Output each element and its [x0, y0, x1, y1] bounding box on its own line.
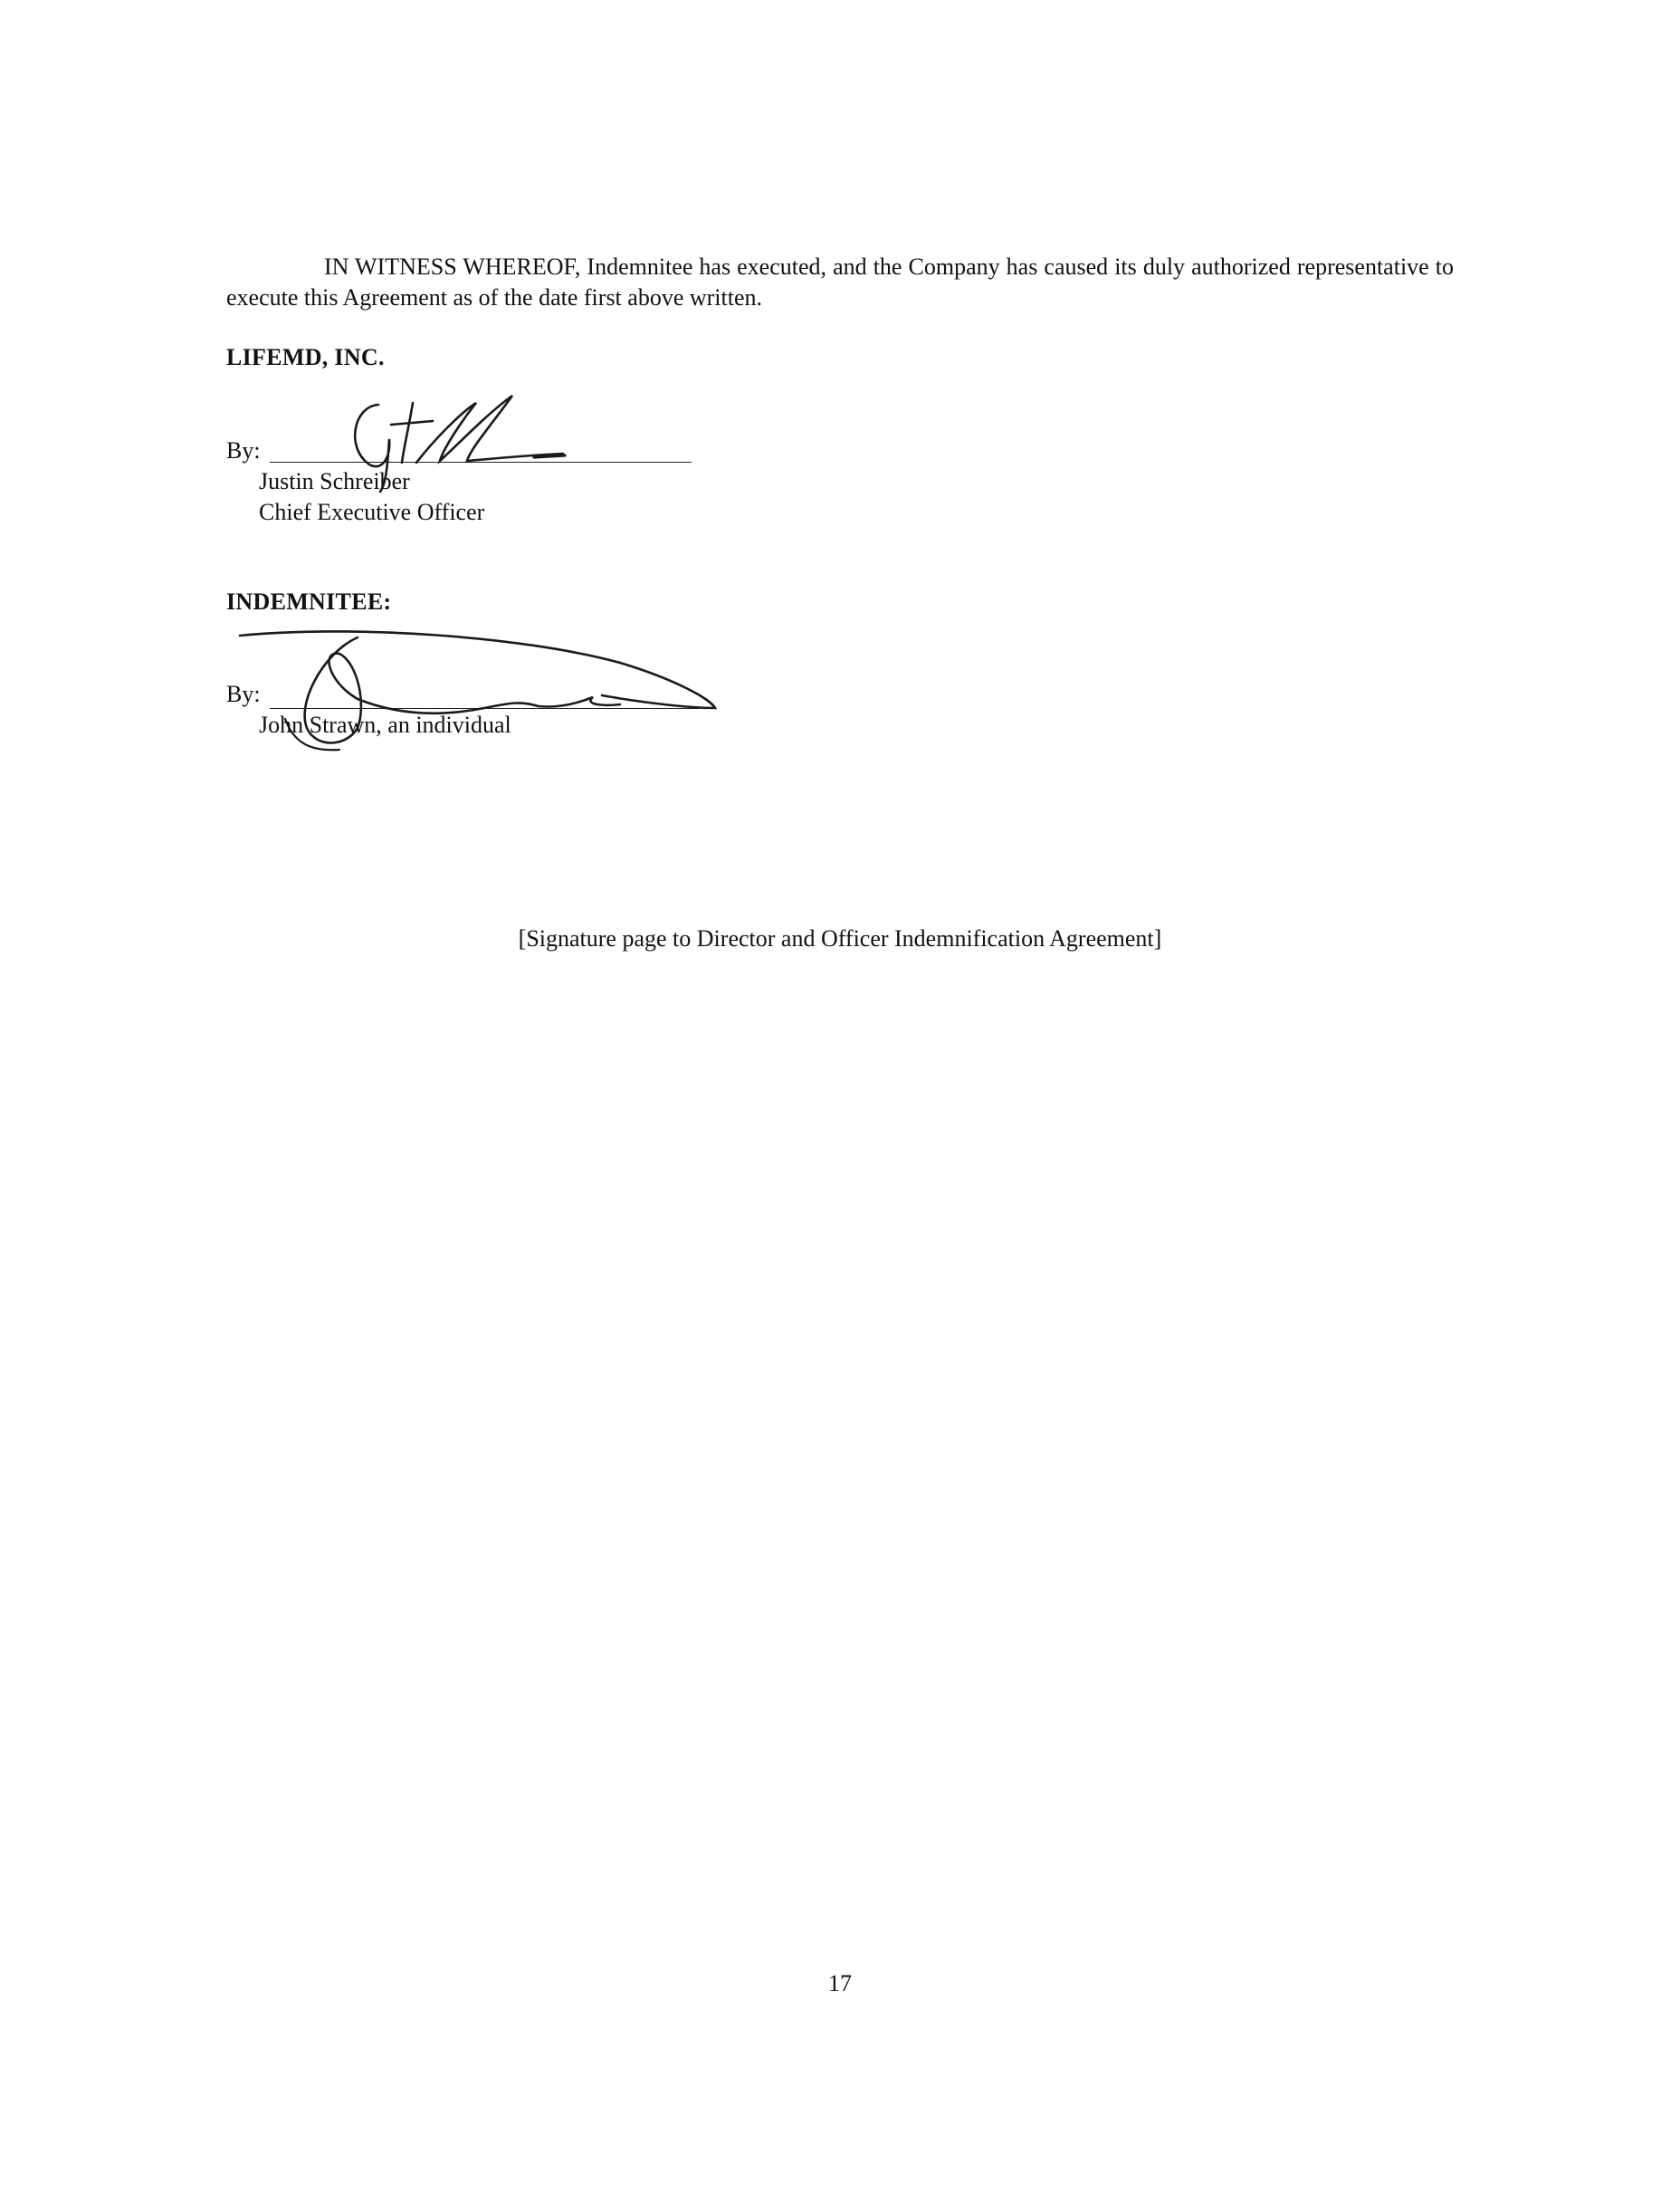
page-number: 17: [828, 1970, 852, 1996]
indemnitee-by-label: By:: [226, 681, 261, 707]
company-by-label: By:: [226, 437, 261, 464]
company-heading: LIFEMD, INC.: [226, 344, 385, 370]
indemnitee-heading: INDEMNITEE:: [226, 589, 392, 615]
footer-note: [Signature page to Director and Officer Indemnification Agreement]: [518, 925, 1162, 952]
company-signer-name: Justin Schreiber: [259, 468, 410, 494]
witness-paragraph: IN WITNESS WHEREOF, Indemnitee has executed, and the Company has caused its duly authorized representative to execute this Agreement as of the date first above written.: [226, 254, 1454, 311]
company-signer-title: Chief Executive Officer: [259, 499, 485, 525]
indemnitee-signer-name: John Strawn, an individual: [259, 712, 511, 738]
